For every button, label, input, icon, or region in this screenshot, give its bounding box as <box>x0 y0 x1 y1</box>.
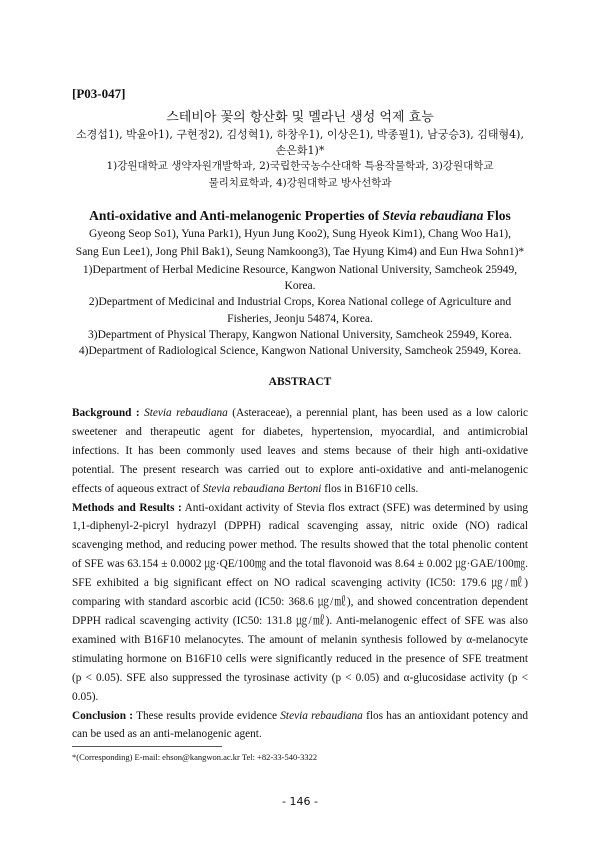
korean-title: 스테비아 꽃의 항산화 및 멜라닌 생성 억제 효능 <box>166 110 434 125</box>
korean-authors-line2: 손은화1)* <box>275 144 325 157</box>
background-paragraph: Background : Stevia rebaudiana (Asteraceae), a perennial plant, has been used as a low caloric sweetener and therapeutic agent for diabetes, hypertension, myocardial, and antimicrobial infections. It has been commonly used leaves and stems because of their high anti-oxidative potential. The present research was carried out to explore anti-oxidative and anti-melanogenic effects of aqueous extract of Stevia rebaudiana Bertoni flos in B16F10 cells. <box>72 407 528 495</box>
footnote-divider <box>72 746 222 747</box>
conclusion-paragraph: Conclusion : These results provide evidence Stevia rebaudiana flos has an antioxidant potency and can be used as an anti-melanogenic agent. <box>72 709 528 741</box>
affiliation-2-line1: 2)Department of Medicinal and Industrial Crops, Korea National college of Agriculture and <box>88 296 512 308</box>
abstract-code: [P03-047] <box>72 86 126 101</box>
affiliation-4: 4)Department of Radiological Science, Kangwon National University, Samcheok 25949, Korea. <box>78 345 522 357</box>
abstract-heading: ABSTRACT <box>268 376 332 388</box>
corresponding-footnote: *(Corresponding) E-mail: ehson@kangwon.ac.kr Tel: +82-33-540-3322 <box>72 752 318 762</box>
english-title: Anti-oxidative and Anti-melanogenic Properties of Stevia rebaudiana Flos <box>89 208 511 223</box>
abstract-body <box>72 404 528 744</box>
affiliation-1-line1: 1)Department of Herbal Medicine Resource, Kangwon National University, Samcheok 25949, <box>82 264 518 276</box>
english-authors-line1: Gyeong Seop So1), Yuna Park1), Hyun Jung Koo2), Sung Hyeok Kim1), Chang Woo Ha1), <box>89 228 511 240</box>
korean-affiliation-line1: 1)강원대학교 생약자원개발학과, 2)국립한국농수산대학 특용작물학과, 3)강원대학교 <box>106 160 494 172</box>
conclusion-label: Conclusion : <box>72 709 134 722</box>
background-label: Background : <box>72 407 140 419</box>
affiliation-1-line2: Korea. <box>284 280 316 292</box>
korean-affiliation-line2: 물리치료학과, 4)강원대학교 방사선학과 <box>208 177 392 189</box>
page-number: - 146 - <box>282 795 318 808</box>
methods-label: Methods and Results : <box>72 501 182 514</box>
korean-authors-line1: 소경섭1), 박윤아1), 구현정2), 김성혁1), 하창우1), 이상은1), 박종필1), 남궁승3), 김태형4), <box>76 128 524 141</box>
affiliation-3: 3)Department of Physical Therapy, Kangwon National University, Samcheok 25949, Korea. <box>87 329 512 341</box>
affiliation-2-line2: Fisheries, Jeonju 54874, Korea. <box>227 313 373 325</box>
english-authors-line2: Sang Eun Lee1), Jong Phil Bak1), Seung Namkoong3), Tae Hyung Kim4) and Eun Hwa Sohn1)* <box>75 246 525 258</box>
methods-paragraph: Methods and Results : Anti-oxidant activity of Stevia flos extract (SFE) was determined by using 1,1-diphenyl-2-picryl hydrazyl (DPPH) radical scavenging assay, nitric oxide (NO) radical scavenging method, and reducing power method. The results showed that the total phenolic content of SFE was 63.154 ± 0.0002 ㎍·QE/100㎎ and the total flavonoid was 8.64 ± 0.002 ㎍·GAE/100㎎. SFE exhibited a big significant effect on NO radical scavenging activity (IC50: 179.6 ㎍/㎖) comparing with standard ascorbic acid (IC50: 368.6 ㎍/㎖), and showed concentration dependent DPPH radical scavenging activity (IC50: 131.8 ㎍/㎖). Anti-melanogenic effect of SFE was also examined with B16F10 melanocytes. The amount of melanin synthesis followed by α-melanocyte stimulating hormone on B16F10 cells were significantly reduced in the presence of SFE treatment (p < 0.05). SFE also suppressed the tyrosinase activity (p < 0.05) and α-glucosidase activity (p < 0.05). <box>72 501 528 703</box>
